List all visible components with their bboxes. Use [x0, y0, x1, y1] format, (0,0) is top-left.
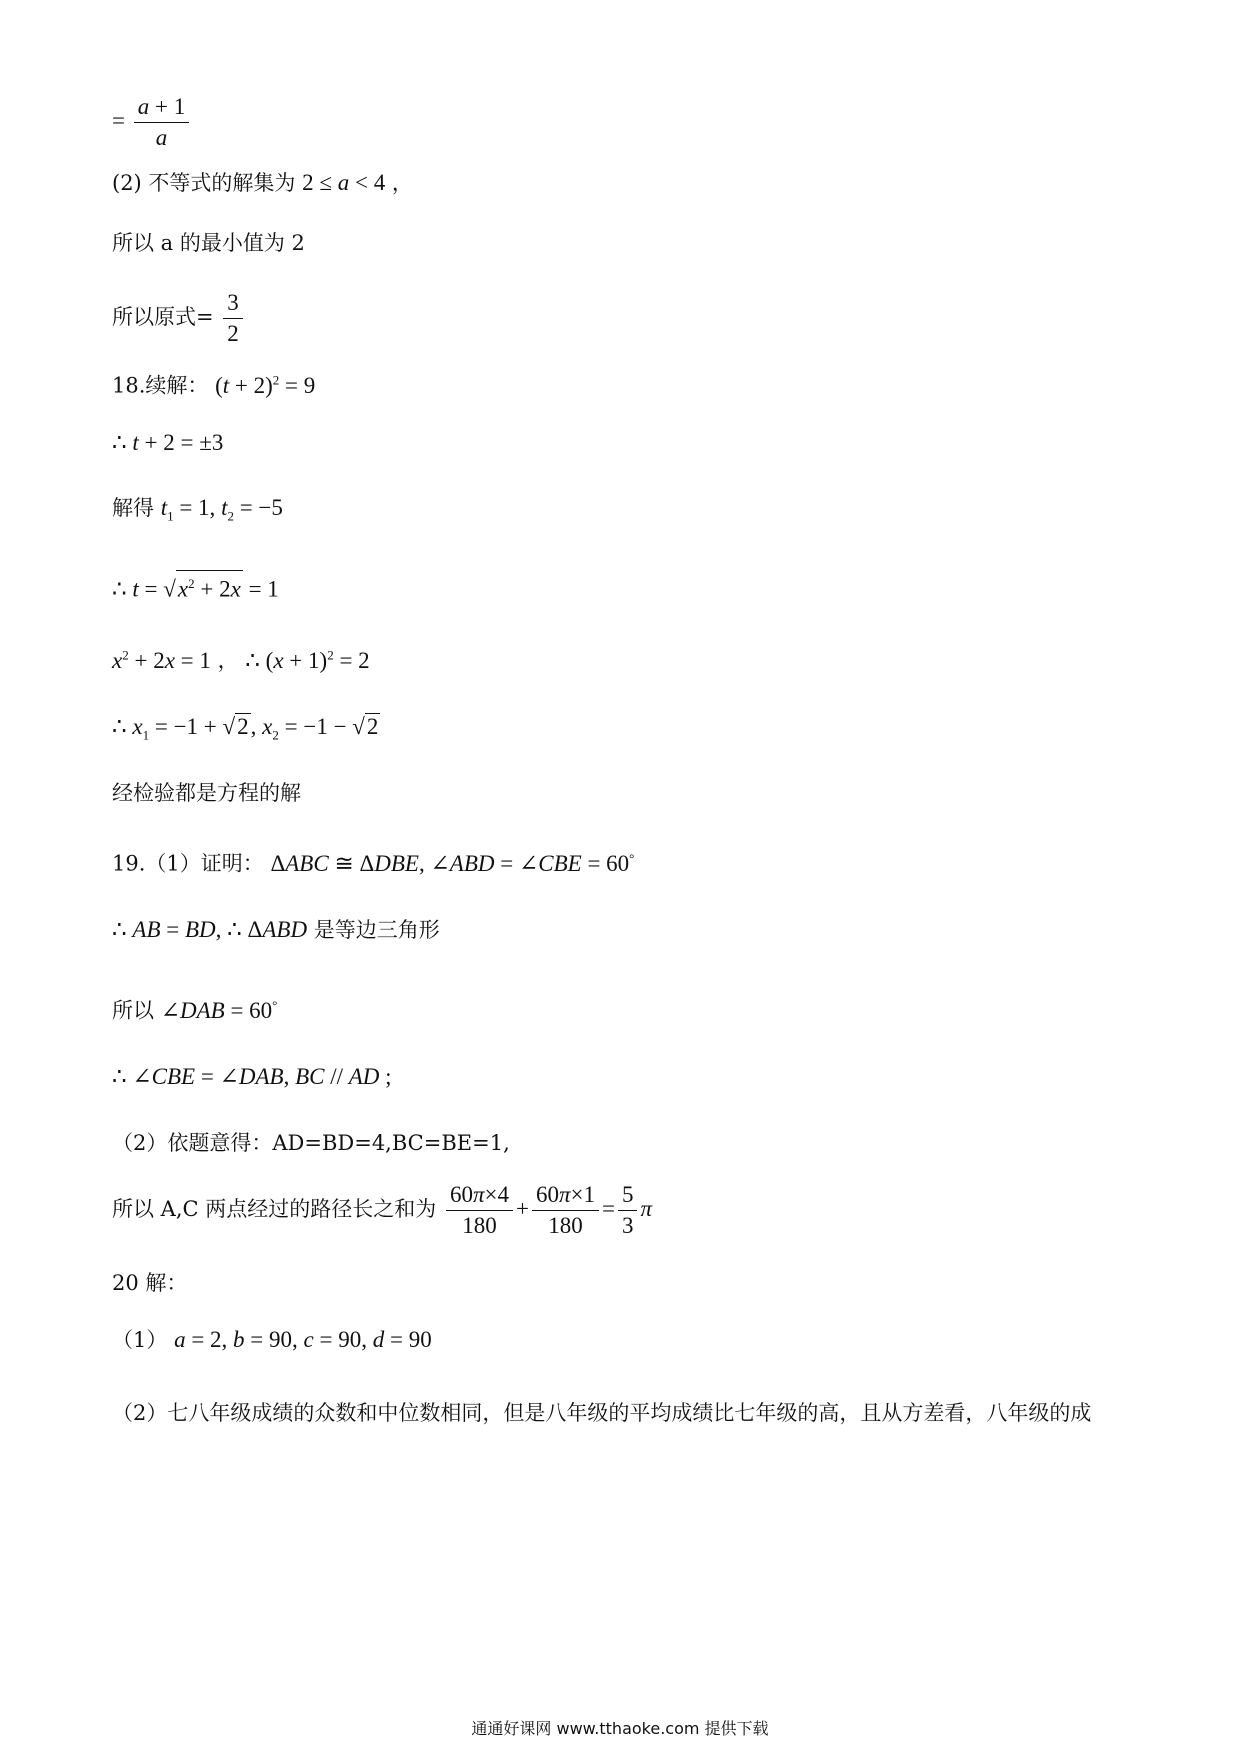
equilateral-line: ∴ AB = BD, ∴ ΔABD 是等边三角形	[112, 917, 440, 942]
footer-text: 通通好课网 www.tthaoke.com 提供下载	[471, 1719, 769, 1738]
angle-dab-line: 所以 ∠DAB = 60°	[112, 997, 278, 1023]
parallel-line: ∴ ∠CBE = ∠DAB, BC // AD ;	[112, 1064, 392, 1089]
problem-20-line: 20 解：	[112, 1271, 188, 1295]
t-plus-2-line: ∴ t + 2 = ±3	[112, 430, 224, 455]
t-sqrt-line: ∴ $t = √x^2 + 2x = 1$	[112, 570, 279, 605]
problem-20-part1-line: （1） a = 2, b = 90, c = 90, d = 90	[112, 1327, 432, 1352]
eq-a-plus-1-over-a: = $\frac{a + 1}{a}$	[112, 92, 192, 153]
problem-20-part2-line: （2）七八年级成绩的众数和中位数相同，但是八年级的平均成绩比七年级的高，且从方差看，八年级的成	[112, 1401, 1092, 1425]
x-solutions-line: ∴ $x_1 = -1 + √2$, $x_2 = -1 - √2$	[112, 714, 379, 743]
inequality-solution-line: (2) 不等式的解集为 2 ≤ a < 4 ，	[112, 170, 413, 195]
path-length-line: 所以 A,C 两点经过的路径长之和为 $\frac{60\pi\times 4}{180}$ + $\frac{60\pi\times 1}{180}$ = $\frac{5}{3}$ π	[112, 1182, 652, 1238]
problem-19-proof-line: 19.（1）证明： ΔABC ≅ ΔDBE, ∠ABD = ∠CBE = 60°	[112, 850, 635, 876]
original-expression-line: 所以原式= $\frac{3}{2}$	[112, 288, 246, 349]
given-lengths-line: （2）依题意得：AD=BD=4,BC=BE=1,	[112, 1131, 510, 1155]
text-l1: (2) 不等式的解集为	[112, 171, 296, 195]
x-equation-line: $x^2 + 2x = 1$ ， ∴ $(x + 1)^2 = 2$	[112, 647, 370, 673]
min-value-line: 所以 a 的最小值为 2	[112, 231, 305, 255]
verification-line: 经检验都是方程的解	[112, 781, 301, 805]
t-solutions-line: 解得 $t_1 = 1$, $t_2 = -5$	[112, 495, 283, 524]
problem-18-line: 18.续解： $(t + 2)^2 = 9$	[112, 372, 316, 398]
